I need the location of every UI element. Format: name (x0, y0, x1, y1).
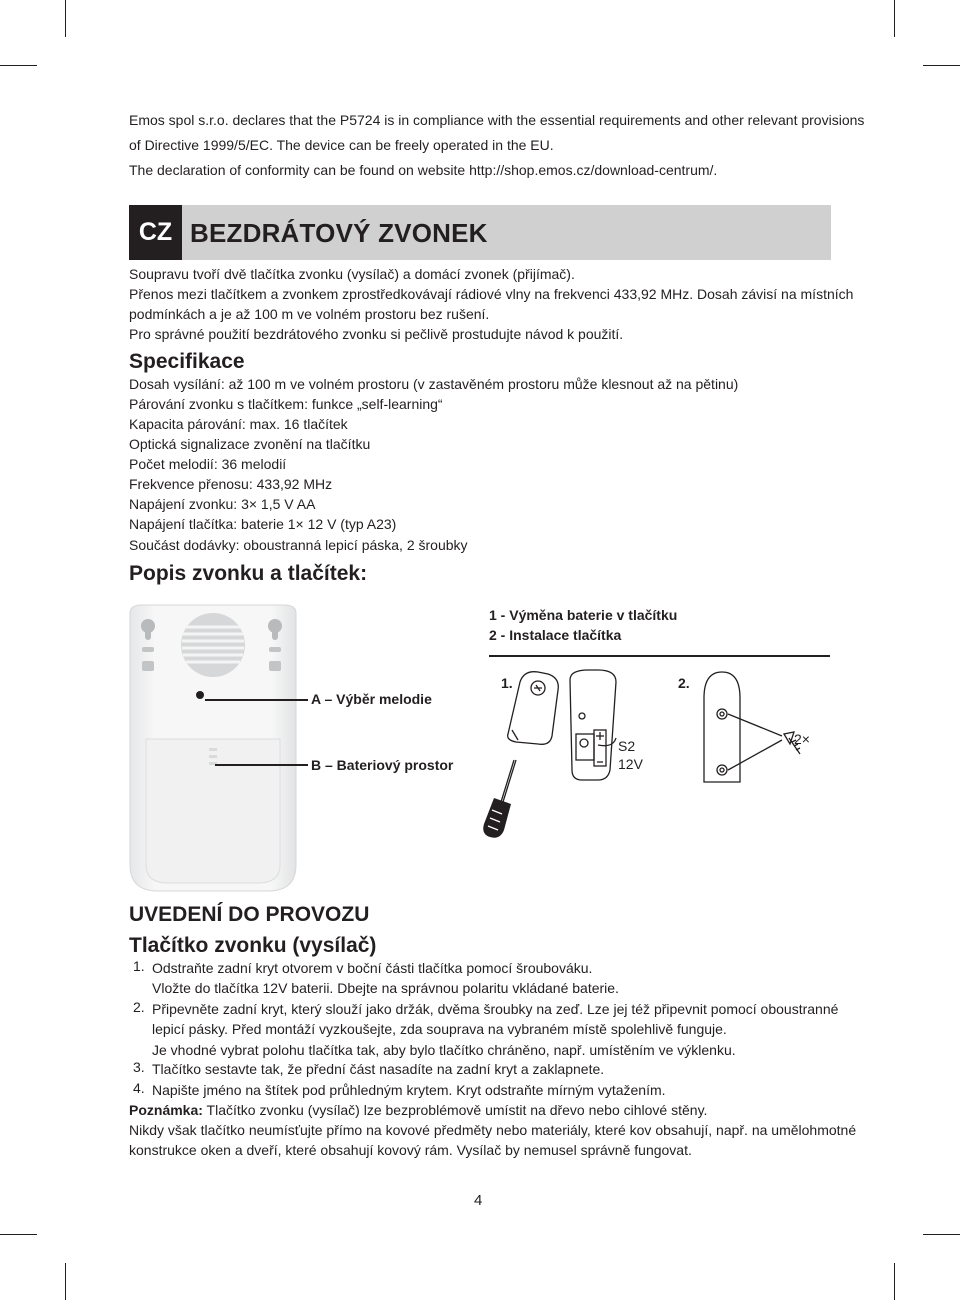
list-item-line: Je vhodné vybrat polohu tlačítka tak, aby bylo tlačítko chráněno, např. umístěním ve výklenku. (152, 1042, 736, 1058)
list-number: 4. (133, 1080, 145, 1096)
crop-mark (0, 1234, 37, 1235)
button-battery-diagram (478, 660, 678, 850)
description-line: Přenos mezi tlačítkem a zvonkem zprostředkovávají rádiové vlny na frekvenci 433,92 MHz. Dosah závisí na místních (129, 286, 854, 302)
note-line (129, 1100, 707, 1120)
spec-line: Párování zvonku s tlačítkem: funkce „self-learning“ (129, 396, 443, 412)
spec-line: Dosah vysílání: až 100 m ve volném prostoru (v zastavěném prostoru může klesnout až na pětinu) (129, 376, 739, 392)
description-line: podmínkách a je až 100 m ve volném prostoru bez rušení. (129, 306, 490, 322)
list-item-line: lepicí pásky. Před montáží vyzkoušejte, zda souprava na vybraném místě spolehlivě funguje. (152, 1021, 727, 1037)
list-item-line: Vložte do tlačítka 12V baterii. Dbejte na správnou polaritu vkládané baterie. (152, 980, 619, 996)
crop-mark (65, 0, 66, 37)
crop-mark (923, 65, 960, 66)
tlacitko-heading: Tlačítko zvonku (vysílač) (129, 934, 377, 957)
label-b: B – Bateriový prostor (311, 757, 454, 773)
speaker-grille-icon (181, 613, 245, 677)
note-text: Tlačítko zvonku (vysílač) lze bezproblémově umístit na dřevo nebo cihlové stěny. (202, 1102, 708, 1118)
legend-rule (489, 655, 830, 657)
intro-line: Emos spol s.r.o. declares that the P5724 is in compliance with the essential requirements and other relevant provisions (129, 112, 865, 128)
list-item-line: Tlačítko sestavte tak, že přední část nasadíte na zadní kryt a zaklapnete. (152, 1061, 605, 1077)
label-a: A – Výběr melodie (311, 691, 432, 707)
section-header-band (129, 205, 831, 260)
spec-line: Součást dodávky: oboustranná lepicí páska, 2 šroubky (129, 537, 468, 553)
spec-line: Napájení tlačítka: baterie 1× 12 V (typ A23) (129, 516, 397, 532)
page-number: 4 (474, 1192, 483, 1209)
doorbell-receiver-illustration (128, 603, 298, 893)
note-label: Poznámka: (129, 1102, 203, 1118)
note-line: Nikdy však tlačítko neumísťujte přímo na kovové předměty nebo materiály, které kov obsahují, např. na umělohmotné (129, 1122, 857, 1138)
list-item-line: Připevněte zadní kryt, který slouží jako držák, dvěma šroubky na zeď. Lze jej též připevnit pomocí oboustranné (152, 1001, 839, 1017)
voltage-label: 12V (618, 756, 643, 772)
description-line: Soupravu tvoří dvě tlačítka zvonku (vysílač) a domácí zvonek (přijímač). (129, 266, 575, 282)
melody-button-icon (196, 691, 204, 699)
legend-item-2: 2 - Instalace tlačítka (489, 627, 622, 643)
list-item-line: Odstraňte zadní kryt otvorem v boční části tlačítka pomocí šroubováku. (152, 960, 593, 976)
crop-mark (894, 1263, 895, 1300)
leader-line (205, 699, 308, 701)
screws-count: 2× (794, 731, 810, 747)
legend-item-1: 1 - Výměna baterie v tlačítku (489, 607, 678, 623)
spec-line: Frekvence přenosu: 433,92 MHz (129, 476, 333, 492)
step-2-label: 2. (678, 675, 690, 691)
s2-label: S2 (618, 738, 636, 754)
crop-mark (894, 0, 895, 37)
crop-mark (65, 1263, 66, 1300)
intro-line: of Directive 1999/5/EC. The device can be freely operated in the EU. (129, 137, 554, 153)
intro-line: The declaration of conformity can be found on website http://shop.emos.cz/download-centrum/. (129, 162, 718, 178)
screwdriver-icon (483, 798, 511, 838)
popis-heading: Popis zvonku a tlačítek: (129, 562, 368, 585)
crop-mark (923, 1234, 960, 1235)
language-badge: CZ (129, 205, 182, 260)
button-installation-diagram (690, 662, 830, 792)
page-title: BEZDRÁTOVÝ ZVONEK (190, 218, 488, 248)
crop-mark (0, 65, 37, 66)
spec-line: Kapacita párování: max. 16 tlačítek (129, 416, 348, 432)
list-number: 1. (133, 958, 145, 974)
spec-heading: Specifikace (129, 350, 245, 373)
spec-line: Optická signalizace zvonění na tlačítku (129, 436, 371, 452)
step-1-label: 1. (501, 675, 513, 691)
list-number: 2. (133, 999, 145, 1015)
note-line: konstrukce oken a dveří, které obsahují kovový rám. Vysílač by nemusel správně fungovat. (129, 1142, 692, 1158)
list-item-line: Napište jméno na štítek pod průhledným krytem. Kryt odstraňte mírným vytažením. (152, 1082, 666, 1098)
list-number: 3. (133, 1059, 145, 1075)
uvedeni-heading: UVEDENÍ DO PROVOZU (129, 903, 370, 926)
description-line: Pro správné použití bezdrátového zvonku si pečlivě prostudujte návod k použití. (129, 326, 624, 342)
spec-line: Počet melodií: 36 melodií (129, 456, 287, 472)
leader-line (215, 764, 308, 766)
spec-line: Napájení zvonku: 3× 1,5 V AA (129, 496, 316, 512)
